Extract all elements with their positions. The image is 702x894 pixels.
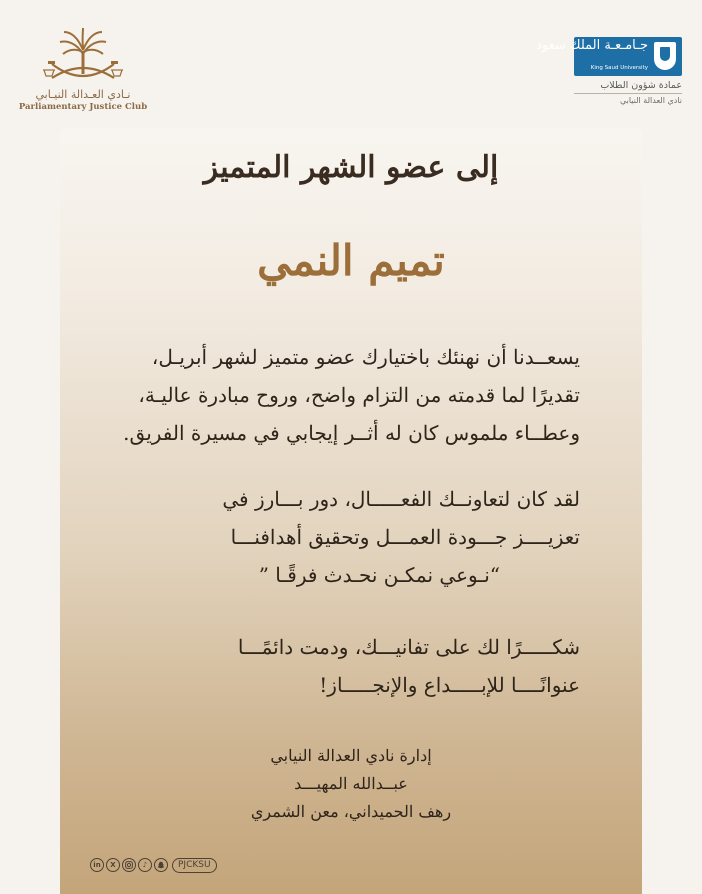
member-name: تميم النمي [257,236,445,285]
club-name-ar: نـادي العـدالة النيـابي [35,88,131,101]
tiktok-icon[interactable]: ♪ [138,858,152,872]
paragraph-line: عنوانًــــا للإبـــــداع والإنجـــــاز! [319,673,580,697]
paragraph-line: لقد كان لتعاونــك الفعـــــال، دور بـــارز في [222,487,580,511]
instagram-icon[interactable] [122,858,136,872]
paragraph-line: يسعــدنا أن نهنئك باختيارك عضو متميز لشهر أبريـل، [151,345,580,369]
linkedin-icon[interactable]: in [90,858,104,872]
university-name-ar: جـامـعـة الملك سعود [536,38,648,53]
deanship-label: عمادة شؤون الطلاب [600,80,682,91]
club-sub-label: نادي العدالة النيابي [619,96,682,105]
club-name-en: Parliamentary Justice Club [18,102,148,112]
paragraph-line: تعزيــــز جـــودة العمـــل وتحقيق أهدافنـــا [230,525,580,549]
paragraph-line: شكـــــرًا لك على تفانيـــك، ودمت دائمًـــا [237,635,580,659]
university-name-en: King Saud University [590,65,648,71]
club-logo [18,26,148,121]
signature-line: رهف الحميداني، معن الشمري [250,802,452,821]
paragraph-line: “نـوعي نمكـن نحـدث فرقًـا ” [258,563,500,587]
signature-line: إدارة نادي العدالة النيابي [270,746,432,765]
paragraph-line: وعطــاء ملموس كان له أثــر إيجابي في مسيرة الفريق. [123,421,580,445]
signature-block [0,742,702,826]
university-logo [536,37,682,76]
signature-line: عبــدالله المهيـــد [294,774,408,793]
palm-swords-emblem-icon [42,26,124,86]
paragraph-congrats [110,338,580,452]
paragraph-thanks [110,628,580,704]
snapchat-icon[interactable] [154,858,168,872]
x-icon[interactable]: X [106,858,120,872]
paragraph-line: تقديرًا لما قدمته من التزام واضح، وروح مبادرة عاليـة، [138,383,580,407]
social-links [90,856,217,874]
social-handle[interactable]: PJCKSU [172,858,217,873]
page-title: إلى عضو الشهر المتميز [203,150,499,185]
paragraph-cooperation [110,480,580,594]
university-logo-block [536,37,682,105]
university-shield-icon [654,42,676,70]
divider [574,93,682,94]
